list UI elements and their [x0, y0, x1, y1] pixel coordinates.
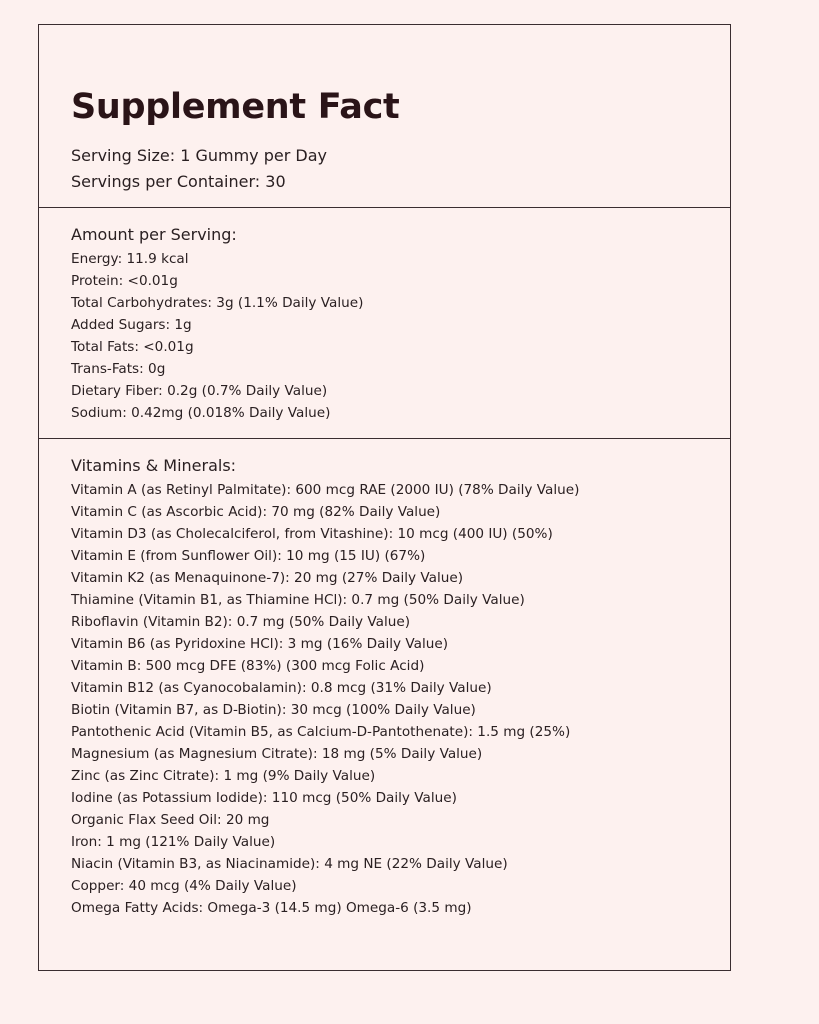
vitamin-row: Vitamin B: 500 mcg DFE (83%) (300 mcg Folic Acid): [71, 658, 425, 674]
vitamin-row: Vitamin E (from Sunflower Oil): 10 mg (15 IU) (67%): [71, 548, 426, 564]
supplement-facts-panel: [38, 24, 731, 971]
nutrient-row: Added Sugars: 1g: [71, 317, 192, 333]
vitamin-row: Riboflavin (Vitamin B2): 0.7 mg (50% Daily Value): [71, 614, 411, 630]
serving-size: Serving Size: 1 Gummy per Day: [71, 146, 327, 165]
vitamin-row: Vitamin A (as Retinyl Palmitate): 600 mcg RAE (2000 IU) (78% Daily Value): [71, 482, 580, 498]
vitamin-row: Pantothenic Acid (Vitamin B5, as Calcium-D-Pantothenate): 1.5 mg (25%): [71, 724, 571, 740]
vitamin-row: Vitamin B6 (as Pyridoxine HCl): 3 mg (16% Daily Value): [71, 636, 449, 652]
vitamin-row: Vitamin B12 (as Cyanocobalamin): 0.8 mcg (31% Daily Value): [71, 680, 492, 696]
vitamin-row: Niacin (Vitamin B3, as Niacinamide): 4 mg NE (22% Daily Value): [71, 856, 508, 872]
vitamins-heading: Vitamins & Minerals:: [71, 456, 237, 475]
nutrient-row: Total Fats: <0.01g: [71, 339, 194, 355]
vitamin-row: Iodine (as Potassium Iodide): 110 mcg (50% Daily Value): [71, 790, 457, 806]
nutrient-row: Protein: <0.01g: [71, 273, 178, 289]
header-section: [39, 25, 730, 208]
servings-per-container: Servings per Container: 30: [71, 172, 286, 191]
vitamin-row: Omega Fatty Acids: Omega-3 (14.5 mg) Omega-6 (3.5 mg): [71, 900, 472, 916]
nutrient-row: Energy: 11.9 kcal: [71, 251, 189, 267]
vitamin-row: Thiamine (Vitamin B1, as Thiamine HCl): 0.7 mg (50% Daily Value): [71, 592, 525, 608]
vitamin-row: Zinc (as Zinc Citrate): 1 mg (9% Daily Value): [71, 768, 376, 784]
vitamin-row: Magnesium (as Magnesium Citrate): 18 mg (5% Daily Value): [71, 746, 483, 762]
nutrient-row: Sodium: 0.42mg (0.018% Daily Value): [71, 405, 331, 421]
vitamin-row: Vitamin K2 (as Menaquinone-7): 20 mg (27% Daily Value): [71, 570, 464, 586]
vitamin-row: Biotin (Vitamin B7, as D-Biotin): 30 mcg (100% Daily Value): [71, 702, 476, 718]
vitamin-row: Organic Flax Seed Oil: 20 mg: [71, 812, 270, 828]
vitamin-row: Vitamin D3 (as Cholecalciferol, from Vitashine): 10 mcg (400 IU) (50%): [71, 526, 553, 542]
vitamins-minerals-section: [39, 439, 730, 919]
amount-per-serving-section: [39, 208, 730, 439]
nutrient-row: Trans-Fats: 0g: [71, 361, 166, 377]
nutrient-row: Total Carbohydrates: 3g (1.1% Daily Value): [71, 295, 364, 311]
panel-title: Supplement Fact: [71, 87, 400, 127]
amount-heading: Amount per Serving:: [71, 225, 237, 244]
vitamin-row: Iron: 1 mg (121% Daily Value): [71, 834, 276, 850]
vitamin-row: Copper: 40 mcg (4% Daily Value): [71, 878, 297, 894]
nutrient-row: Dietary Fiber: 0.2g (0.7% Daily Value): [71, 383, 328, 399]
vitamin-row: Vitamin C (as Ascorbic Acid): 70 mg (82% Daily Value): [71, 504, 441, 520]
